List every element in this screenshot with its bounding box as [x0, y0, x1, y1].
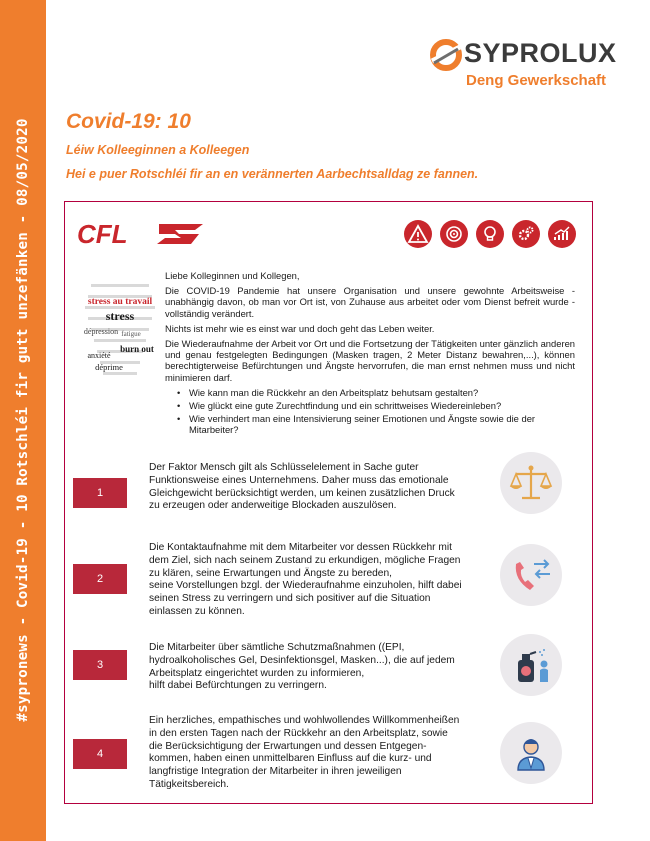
word-cloud-word: anxiété: [87, 351, 111, 360]
point-line: Funktionsweise eines Unternehmens. Daher muss das emotionale: [149, 474, 449, 486]
intro-letter: [165, 270, 575, 438]
word-cloud-word: burn out: [120, 344, 154, 354]
word-cloud-word: déprime: [95, 362, 123, 372]
cfl-logo-text: CFL: [77, 220, 128, 248]
brand-tagline: Deng Gewerkschaft: [466, 72, 607, 89]
side-band: [0, 0, 46, 841]
word-cloud-word: fatigue: [121, 330, 141, 338]
point-line: seinen Stress zu verringern und sich positiver auf die Situation: [149, 593, 431, 605]
sanitizer-spray-icon: [500, 634, 562, 696]
letter-salutation: Liebe Kolleginnen und Kollegen,: [165, 270, 300, 281]
point-line: Die Kontaktaufnahme mit dem Mitarbeiter vor dessen Rückkehr mit: [149, 542, 452, 553]
topic-icon-row: [404, 220, 576, 248]
point-line: Die Mitarbeiter über sämtliche Schutzmaßnahmen ((EPI,: [149, 642, 405, 653]
advice-card: [64, 201, 593, 804]
letter-paragraph: Nichts ist mehr wie es einst war und doch geht das Leben weiter.: [165, 322, 435, 334]
word-cloud-filler: [94, 339, 146, 342]
letter-paragraph: Die COVID-19 Pandemie hat unsere Organisation und unsere gewohnte Arbeitsweise - unabhängig davon, ob man vor Ort ist, von Zuhause aus arbeitet oder vom Dienst befreit wurde - vollständig verändert.: [165, 285, 575, 319]
point-line: kommen, haben einen unmittelbaren Einfluss auf die kurz- und: [149, 753, 432, 765]
stress-word-cloud: [75, 270, 165, 390]
letter-paragraph: Die Wiederaufnahme der Arbeit vor Ort und die Fortsetzung der Tätigkeiten unter gänzlich anderen und genau festgelegten Bedingungen (Masken tragen, 2 Meter Distanz bewahren,...), können berechtigterweise Befürchtungen und Ängste hervorrufen, die man ernst nehmen muss und nicht minimieren darf.: [165, 338, 575, 383]
cfl-logo-stripes: [157, 224, 203, 244]
subtitle: Hei e puer Rotschléi fir an en verännerten Aarbechtsalldag ze fannen.: [66, 167, 479, 181]
word-cloud-word: stress au travail: [87, 297, 153, 307]
point-text: [149, 462, 494, 513]
question-item: • Wie verhindert man eine Intensivierung seiner Emotionen und Ängste sowie die der Mitarbeiter?: [177, 413, 575, 435]
point-text: [149, 542, 494, 619]
point-line: dem Ziel, sich nach seinem Zustand zu erkundigen, mögliche Fragen: [149, 554, 461, 566]
gears-icon: [512, 220, 540, 248]
point-line: seine Vorstellungen bzgl. der Wiederaufnahme einzuholen, hilft dabei: [149, 580, 462, 592]
point-line: Der Faktor Mensch gilt als Schlüsselelement in Sache guter: [149, 462, 419, 473]
word-cloud-word: stress: [105, 309, 135, 323]
word-cloud-word: dépression: [83, 327, 119, 336]
point-line: Tätigkeitsbereich.: [149, 778, 229, 790]
target-icon: [440, 220, 468, 248]
side-banner-text: #sypronews - Covid-19 - 10 Rotschléi fir gutt unzefänken - 08/05/2020: [15, 118, 31, 722]
welcome-person-icon: [500, 722, 562, 784]
question-list: [177, 387, 575, 436]
point-text: [149, 715, 494, 792]
warning-icon: [404, 220, 432, 248]
cfl-logo: [75, 220, 207, 248]
point-number-badge: 1: [73, 478, 127, 508]
point-line: in den ersten Tagen nach der Rückkehr an den Arbeitsplatz, sowie: [149, 727, 448, 739]
point-line: hilft dabei Befürchtungen zu verringern.: [149, 680, 327, 692]
lightbulb-icon: [476, 220, 504, 248]
point-line: einlassen zu können.: [149, 605, 245, 617]
growth-chart-icon: [548, 220, 576, 248]
point-line: langfristige Integration der Mitarbeiter in ihren jeweiligen: [149, 766, 402, 778]
question-item: • Wie glückt eine gute Zurechtfindung und ein schrittweises Wiedereinleben?: [177, 400, 575, 411]
point-line: hydroalkoholisches Gel, Desinfektionsgel, Masken...), die auf jedem: [149, 654, 455, 666]
balance-scale-icon: [500, 452, 562, 514]
point-number-badge: 4: [73, 739, 127, 769]
point-line: zu klären, seine Erwartungen und Ängste zu bereden,: [149, 567, 392, 579]
point-line: die Berücksichtigung der Erwartungen und dessen Entgegen-: [149, 740, 427, 752]
syprolux-logo: [428, 36, 618, 94]
phone-call-icon: [500, 544, 562, 606]
brand-name: SYPROLUX: [464, 38, 617, 68]
syprolux-swoosh-icon: [428, 37, 464, 73]
point-line: zu erzeugen oder anderweitige Blockaden auszulösen.: [149, 500, 397, 512]
point-text: [149, 642, 494, 693]
point-number-badge: 3: [73, 650, 127, 680]
word-cloud-filler: [103, 372, 137, 375]
word-cloud-filler: [91, 284, 149, 287]
point-line: Arbeitsplatz eingerichtet wurden zu informieren,: [149, 667, 365, 679]
question-item: • Wie kann man die Rückkehr an den Arbeitsplatz behutsam gestalten?: [177, 387, 575, 398]
point-line: Ein herzliches, empathisches und wohlwollendes Willkommenheißen: [149, 715, 460, 726]
point-line: Gleichgewicht berücksichtigt werden, um keinen zusätzlichen Druck: [149, 487, 455, 499]
point-number-badge: 2: [73, 564, 127, 594]
page-title: Covid-19: 10: [66, 110, 191, 133]
greeting: Léiw Kolleeginnen a Kolleegen: [66, 143, 250, 157]
